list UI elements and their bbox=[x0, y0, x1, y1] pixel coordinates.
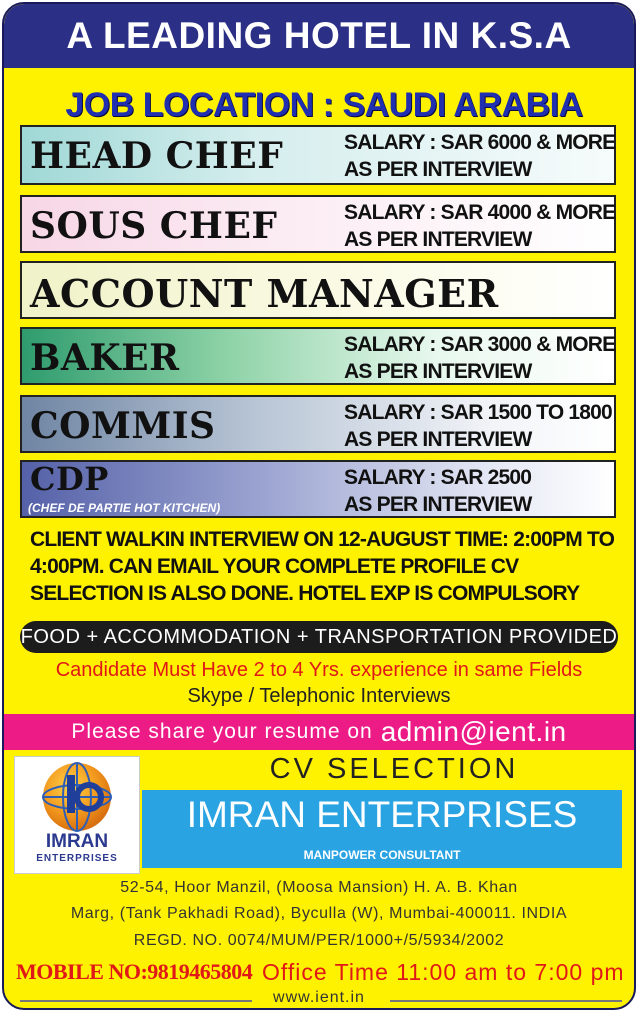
job-title: ACCOUNT MANAGER bbox=[30, 271, 499, 316]
job-subtitle: (CHEF DE PARTIE HOT KITCHEN) bbox=[28, 501, 221, 515]
job-head-chef bbox=[20, 125, 616, 185]
share-resume-banner bbox=[4, 714, 634, 750]
benefits-banner: FOOD + ACCOMMODATION + TRANSPORTATION PROVIDED bbox=[20, 621, 618, 653]
job-salary: SALARY : SAR 4000 & MORE AS PER INTERVIEW bbox=[344, 201, 616, 251]
email-link[interactable]: admin@ient.in bbox=[380, 716, 567, 747]
job-baker bbox=[20, 327, 616, 385]
company-tagline: MANPOWER CONSULTANT bbox=[303, 848, 461, 862]
job-salary: SALARY : SAR 3000 & MORE AS PER INTERVIEW bbox=[344, 333, 616, 383]
job-cdp bbox=[20, 460, 616, 518]
job-location: JOB LOCATION : SAUDI ARABIA bbox=[65, 86, 583, 124]
job-title: HEAD CHEF bbox=[30, 135, 284, 177]
company-name: IMRAN ENTERPRISES bbox=[186, 794, 578, 835]
website-link[interactable]: www.ient.in bbox=[273, 989, 365, 1006]
share-text: Please share your resume on bbox=[71, 720, 373, 743]
mobile-number[interactable]: MOBILE NO:9819465804 bbox=[16, 959, 253, 984]
job-salary: SALARY : SAR 2500 AS PER INTERVIEW bbox=[344, 466, 532, 516]
cv-selection-label: CV SELECTION bbox=[269, 753, 519, 785]
job-sous-chef bbox=[20, 195, 616, 253]
logo-subname: ENTERPRISES bbox=[36, 853, 118, 864]
registration-number: REGD. NO. 0074/MUM/PER/1000+/5/5934/2002 bbox=[133, 932, 505, 949]
company-banner bbox=[142, 790, 622, 868]
company-logo bbox=[14, 756, 140, 874]
experience-requirement: Candidate Must Have 2 to 4 Yrs. experience in same Fields bbox=[55, 659, 583, 681]
globe-logo-icon bbox=[15, 757, 139, 873]
job-commis bbox=[20, 395, 616, 453]
address-line-2: Marg, (Tank Pakhadi Road), Byculla (W), Mumbai-400011. INDIA bbox=[70, 905, 568, 922]
poster-header: A LEADING HOTEL IN K.S.A bbox=[4, 4, 634, 68]
job-account-manager bbox=[20, 261, 616, 319]
job-title: SOUS CHEF bbox=[30, 205, 278, 247]
job-salary: SALARY : SAR 6000 & MORE AS PER INTERVIEW bbox=[344, 131, 616, 181]
job-title: COMMIS bbox=[30, 405, 216, 447]
office-time: Office Time 11:00 am to 7:00 pm bbox=[262, 959, 625, 985]
address-line-1: 52-54, Hoor Manzil, (Moosa Mansion) H. A. B. Khan bbox=[120, 879, 518, 896]
job-title: CDP bbox=[30, 460, 109, 498]
logo-name: IMRAN bbox=[45, 831, 109, 852]
interview-notice: CLIENT WALKIN INTERVIEW ON 12-AUGUST TIME: 2:00PM TO 4:00PM. CAN EMAIL YOUR COMPLETE PROFILE CV SELECTION IS ALSO DONE. HOTEL EXP IS COMPULSORY bbox=[30, 528, 615, 605]
job-salary: SALARY : SAR 1500 TO 1800 AS PER INTERVIEW bbox=[344, 401, 612, 451]
job-title: BAKER bbox=[30, 337, 180, 379]
job-poster bbox=[2, 2, 636, 1010]
interview-mode: Skype / Telephonic Interviews bbox=[187, 685, 451, 707]
